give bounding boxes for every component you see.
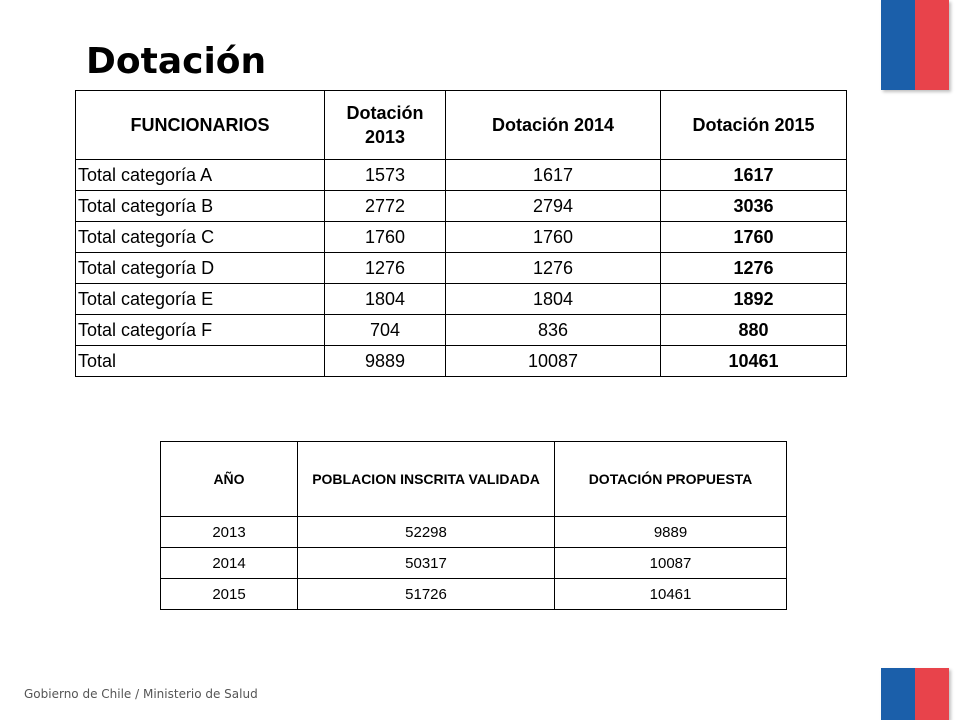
table-cell: 1617 xyxy=(446,160,661,191)
table-cell: Total categoría E xyxy=(76,284,325,315)
table-cell: 52298 xyxy=(298,517,555,548)
table-cell: 1276 xyxy=(661,253,847,284)
table-cell: Total categoría D xyxy=(76,253,325,284)
flag-red-band xyxy=(915,0,949,90)
table-cell: 1804 xyxy=(446,284,661,315)
table-header-row xyxy=(76,91,847,160)
table-cell: Total xyxy=(76,346,325,377)
table-row xyxy=(76,315,847,346)
table-cell: 880 xyxy=(661,315,847,346)
table-cell: 1276 xyxy=(325,253,446,284)
table-cell: 2013 xyxy=(161,517,298,548)
table-cell: 10087 xyxy=(555,548,787,579)
table-cell: 1276 xyxy=(446,253,661,284)
dotacion-table xyxy=(75,90,847,377)
column-header: AÑO xyxy=(161,442,298,517)
table-cell: 10087 xyxy=(446,346,661,377)
table-cell: Total categoría B xyxy=(76,191,325,222)
table-cell: 10461 xyxy=(661,346,847,377)
table-row xyxy=(76,346,847,377)
column-header: POBLACION INSCRITA VALIDADA xyxy=(298,442,555,517)
table-cell: Total categoría A xyxy=(76,160,325,191)
table-body xyxy=(76,160,847,377)
table-row xyxy=(76,222,847,253)
table-cell: 2015 xyxy=(161,579,298,610)
column-header: Dotación 2013 xyxy=(325,91,446,160)
table-cell: 1760 xyxy=(661,222,847,253)
table-row xyxy=(76,160,847,191)
table-cell: 836 xyxy=(446,315,661,346)
column-header: Dotación 2015 xyxy=(661,91,847,160)
column-header: DOTACIÓN PROPUESTA xyxy=(555,442,787,517)
table-cell: Total categoría F xyxy=(76,315,325,346)
table-cell: 10461 xyxy=(555,579,787,610)
table-header-row xyxy=(161,442,787,517)
chile-flag-stripe-top xyxy=(881,0,949,90)
poblacion-table xyxy=(160,441,787,610)
column-header: FUNCIONARIOS xyxy=(76,91,325,160)
table-cell: 2014 xyxy=(161,548,298,579)
table-cell: 1573 xyxy=(325,160,446,191)
table-cell: 1760 xyxy=(325,222,446,253)
table-cell: 2794 xyxy=(446,191,661,222)
table-cell: 9889 xyxy=(555,517,787,548)
footer-text: Gobierno de Chile / Ministerio de Salud xyxy=(24,687,258,701)
column-header: Dotación 2014 xyxy=(446,91,661,160)
table-cell: 1760 xyxy=(446,222,661,253)
table-cell: 3036 xyxy=(661,191,847,222)
flag-blue-band xyxy=(881,668,915,720)
table-cell: 1804 xyxy=(325,284,446,315)
table-cell: 2772 xyxy=(325,191,446,222)
table-body xyxy=(161,517,787,610)
table-cell: Total categoría C xyxy=(76,222,325,253)
table-row xyxy=(76,253,847,284)
table-row xyxy=(76,284,847,315)
table-row xyxy=(161,579,787,610)
flag-red-band xyxy=(915,668,949,720)
table-cell: 50317 xyxy=(298,548,555,579)
table-row xyxy=(161,548,787,579)
table-cell: 704 xyxy=(325,315,446,346)
table-row xyxy=(161,517,787,548)
flag-blue-band xyxy=(881,0,915,90)
chile-flag-stripe-bottom xyxy=(881,668,949,720)
table-cell: 51726 xyxy=(298,579,555,610)
table-cell: 1892 xyxy=(661,284,847,315)
table-row xyxy=(76,191,847,222)
table-cell: 1617 xyxy=(661,160,847,191)
table-cell: 9889 xyxy=(325,346,446,377)
page-title: Dotación xyxy=(86,41,267,82)
